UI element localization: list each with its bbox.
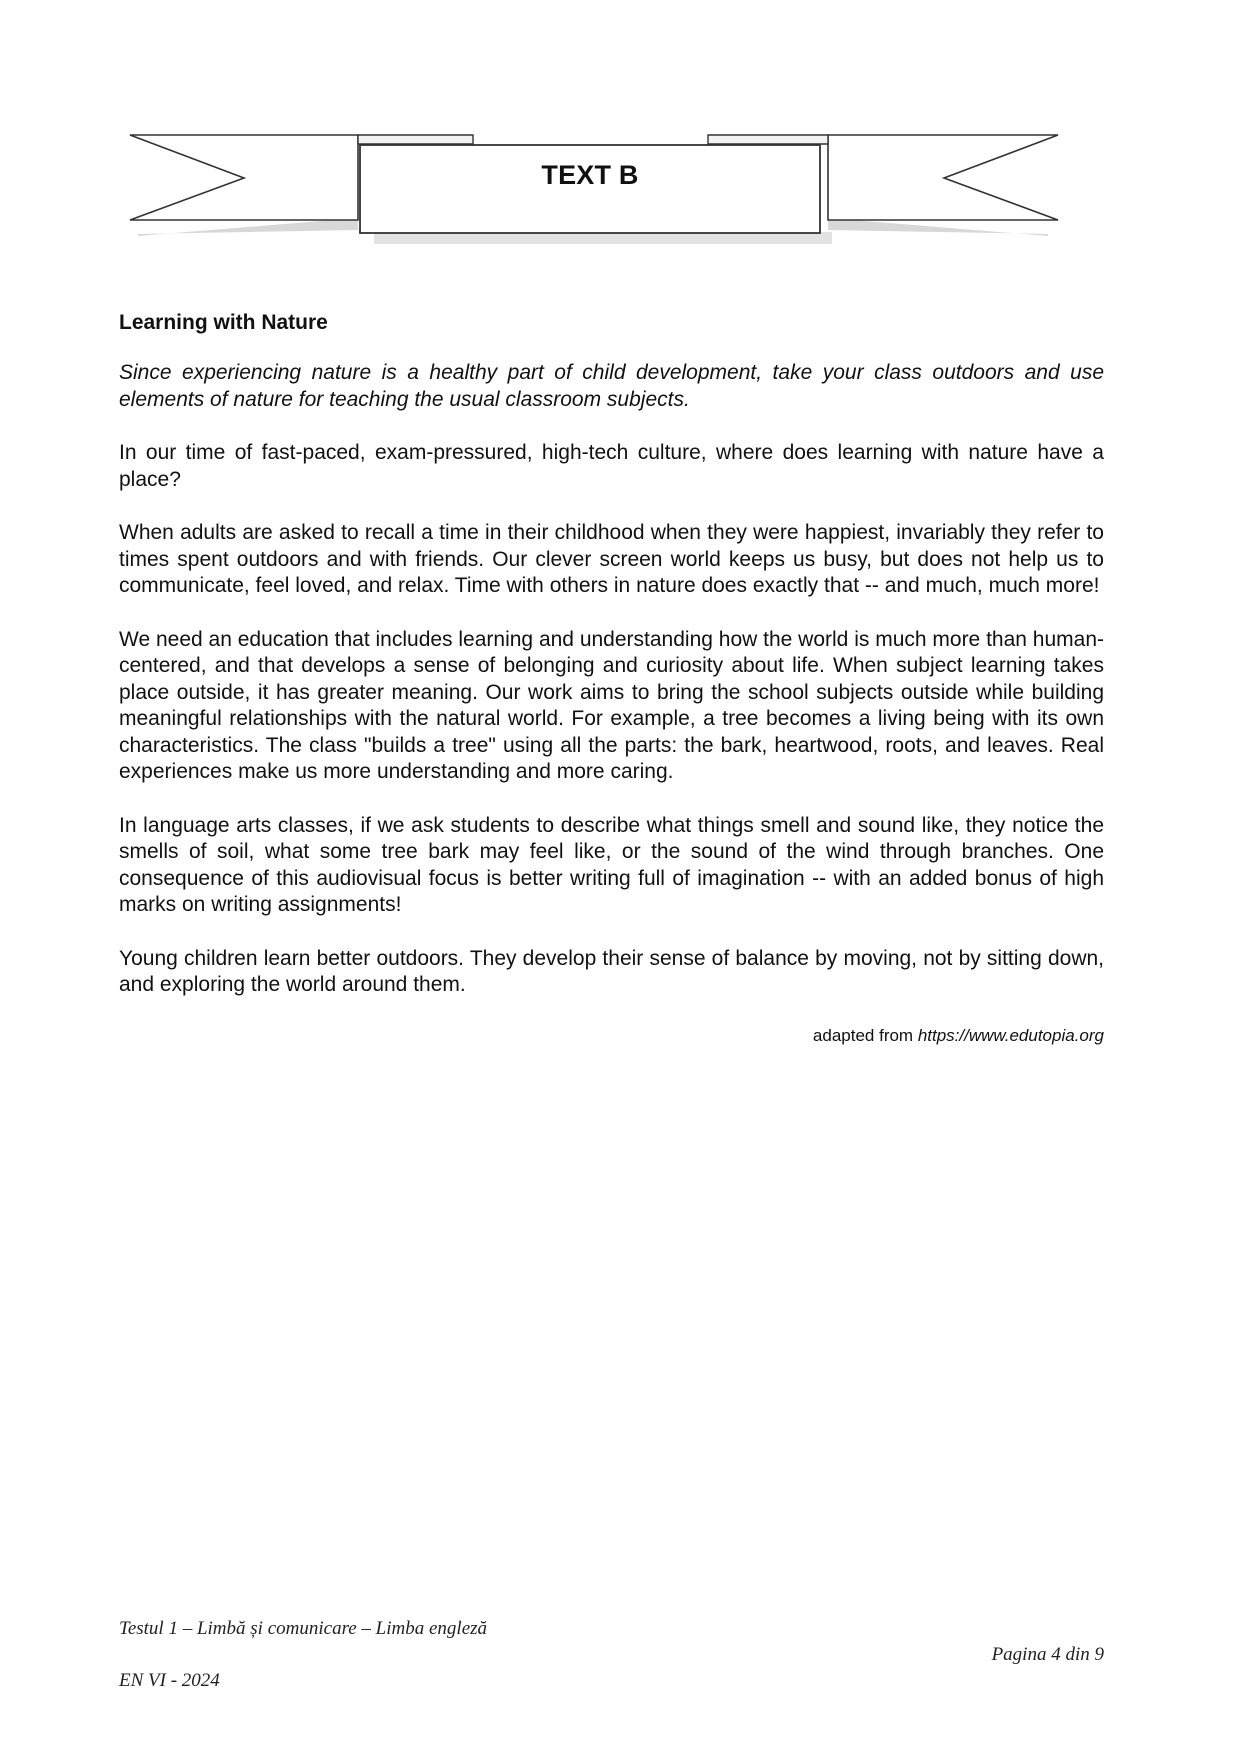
article-paragraph-1: In our time of fast-paced, exam-pressured, high-tech culture, where does learning with nature have a place? — [119, 441, 1104, 491]
ribbon-banner-graphic — [128, 130, 1060, 256]
article-title: Learning with Nature — [119, 311, 328, 334]
source-prefix: adapted from — [812, 1025, 918, 1045]
article-paragraph-5: Young children learn better outdoors. They develop their sense of balance by moving, not by sitting down, and exploring the world around them. — [119, 946, 1104, 996]
article-lead: Since experiencing nature is a healthy part of child development, take your class outdoors and use elements of nature for teaching the usual classroom subjects. — [119, 361, 1104, 411]
footer-page-number: Pagina 4 din 9 — [991, 1644, 1104, 1665]
title-banner — [128, 130, 1060, 256]
article-paragraph-3: We need an education that includes learning and understanding how the world is much more than human-centered, and that develops a sense of belonging and curiosity about life. When subject learning takes place outside, it has greater meaning. Our work aims to bring the school subjects outside while building meaningful relationships with the natural world. For example, a tree becomes a living being with its own characteristics. The class "builds a tree" using all the parts: the bark, heartwood, roots, and leaves. Real experiences make us more understanding and more caring. — [119, 627, 1104, 783]
footer-test-line: Testul 1 – Limbă și comunicare – Limba engleză — [119, 1618, 488, 1639]
article-paragraph-4: In language arts classes, if we ask students to describe what things smell and sound like, they notice the smells of soil, what some tree bark may feel like, or the sound of the wind through branches. One consequence of this audiovisual focus is better writing full of imagination -- with an added bonus of high marks on writing assignments! — [119, 813, 1104, 916]
source-attribution — [119, 1026, 1104, 1046]
article-paragraph-2: When adults are asked to recall a time in their childhood when they were happiest, invariably they refer to times spent outdoors and with friends. Our clever screen world keeps us busy, but does not help us to communicate, feel loved, and relax. Time with others in nature does exactly that -- and much, much more! — [119, 521, 1104, 597]
article — [119, 310, 1104, 1046]
banner-title: TEXT B — [541, 160, 639, 190]
source-url: https://www.edutopia.org — [917, 1025, 1104, 1045]
footer-exam-code: EN VI - 2024 — [119, 1670, 220, 1691]
